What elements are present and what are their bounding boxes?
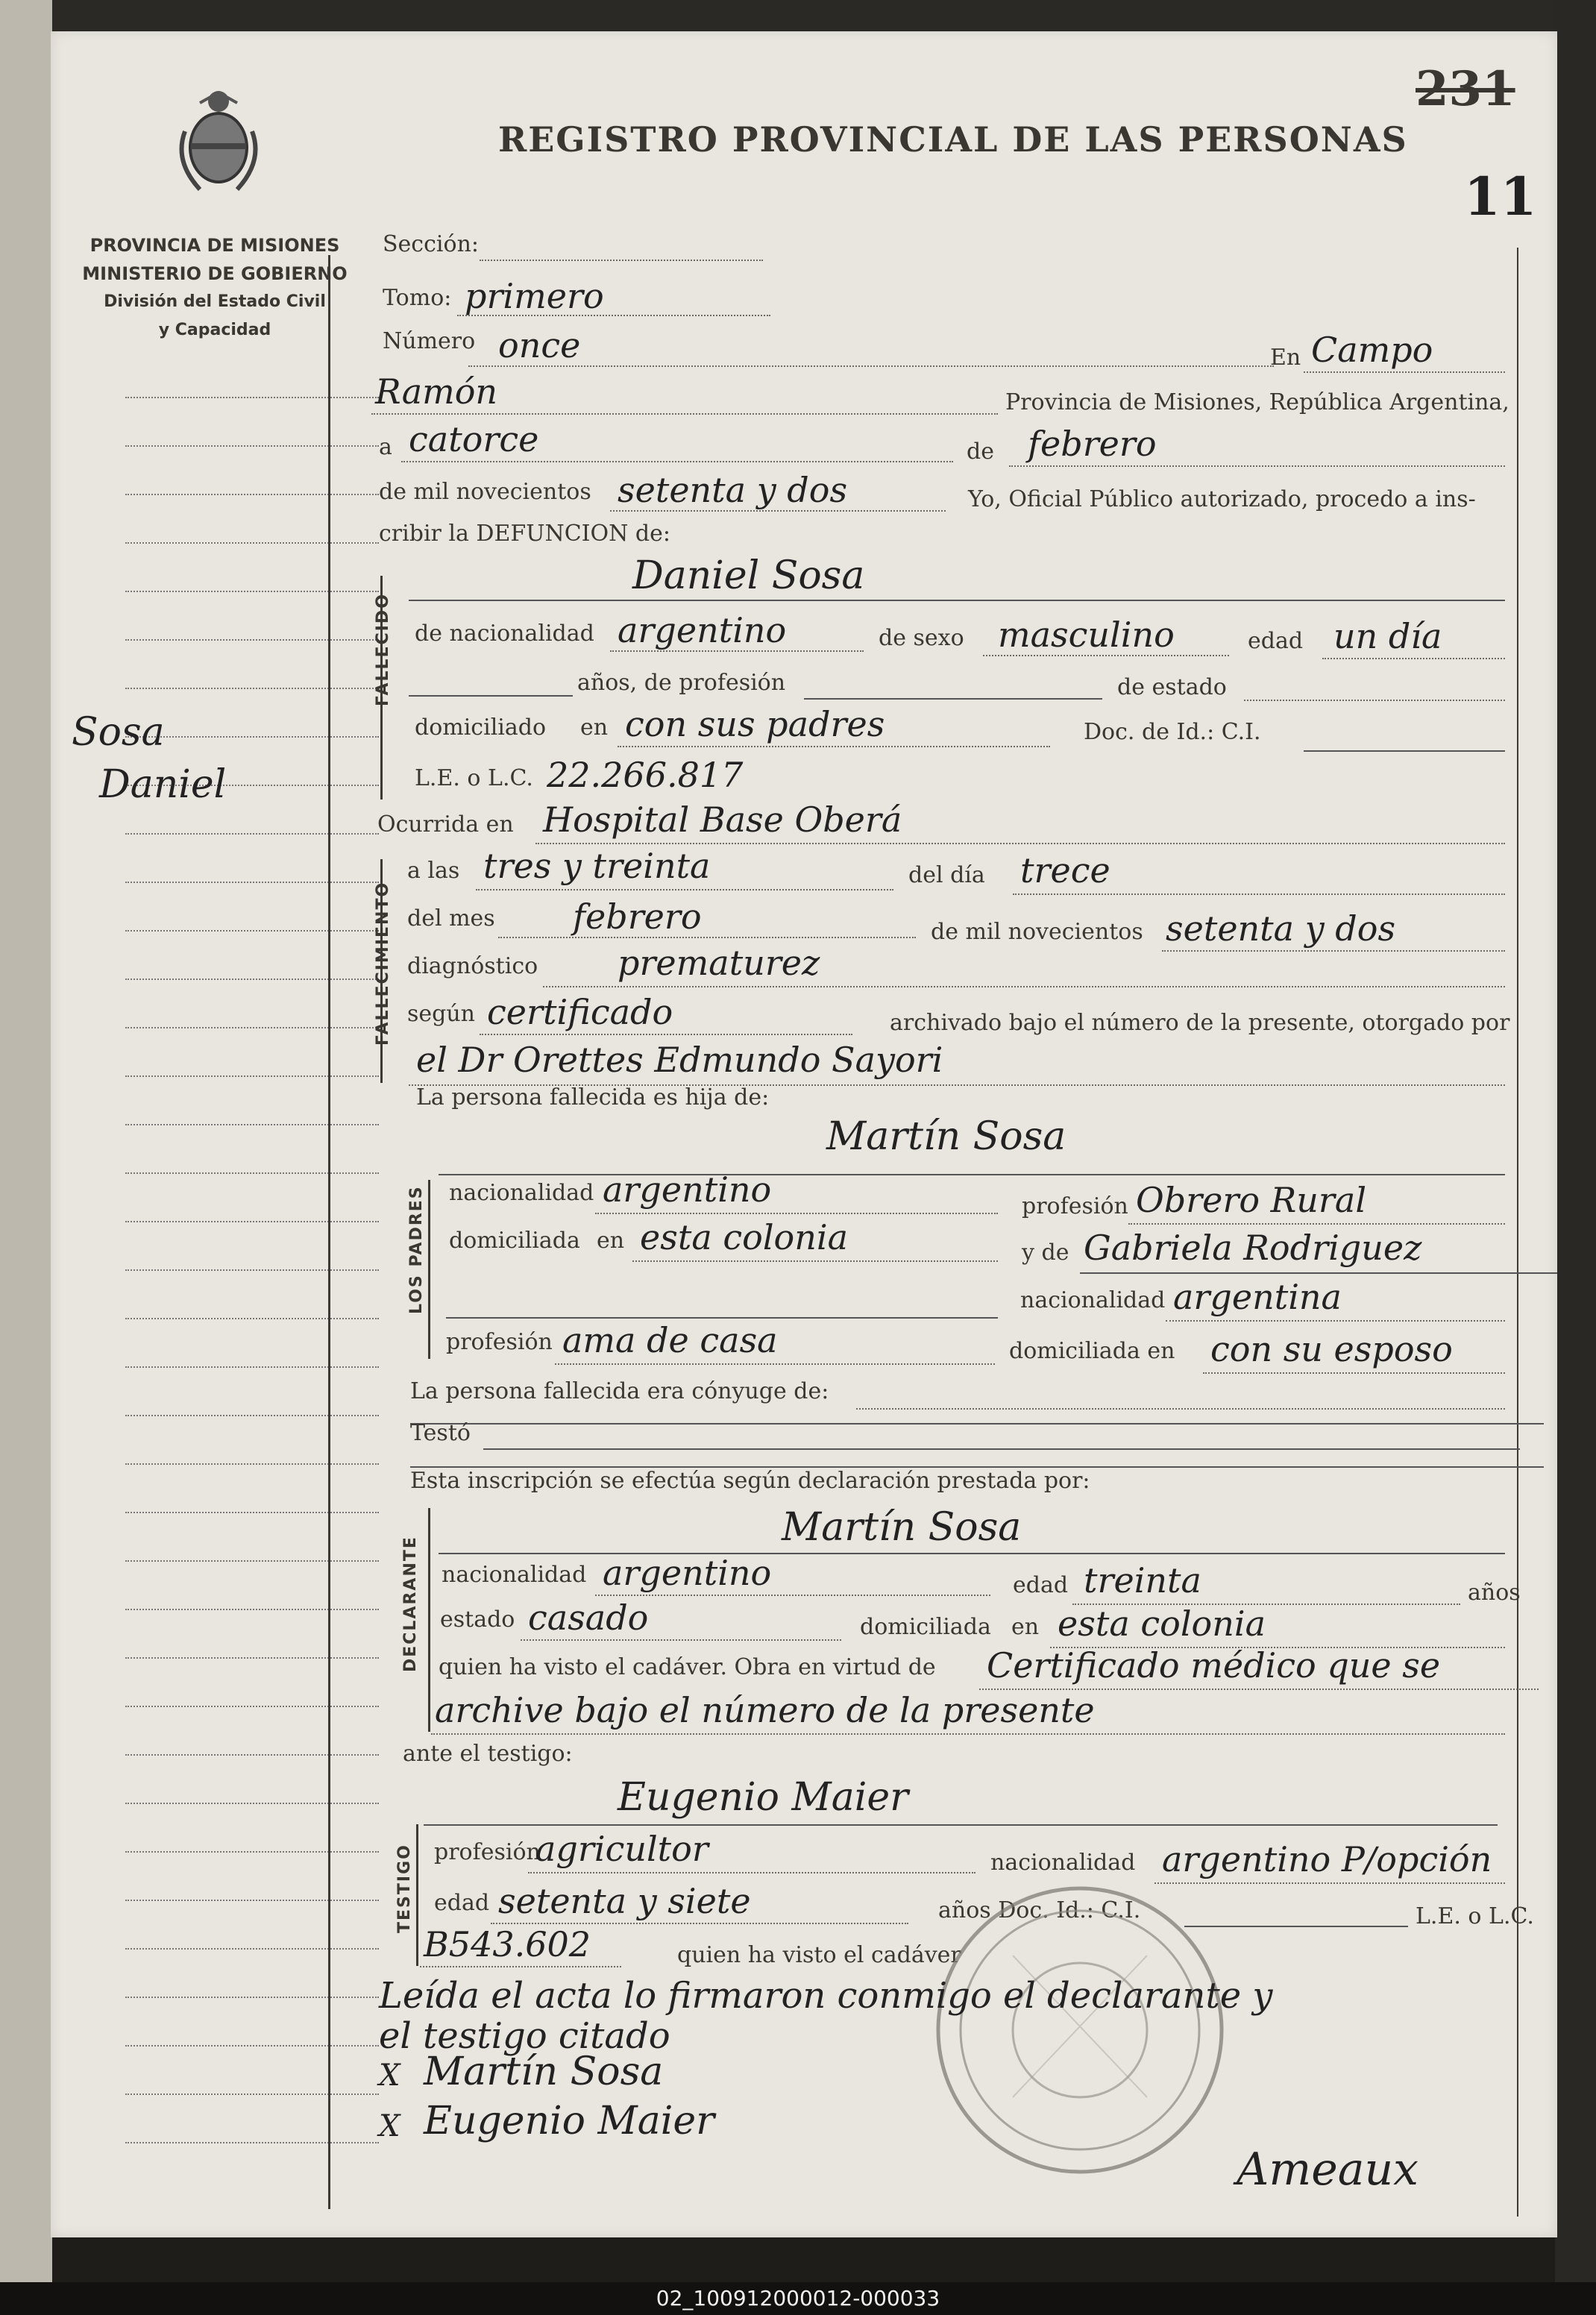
declarante-dom-value: esta colonia xyxy=(1058,1603,1266,1644)
conyuge-label: La persona fallecida era cónyuge de: xyxy=(410,1378,829,1404)
seccion-line xyxy=(480,260,763,261)
declarante-name-line xyxy=(439,1553,1505,1554)
padres-bracket xyxy=(428,1180,430,1359)
margin-note-surname: Sosa xyxy=(72,710,165,755)
tomo-value: primero xyxy=(465,276,604,316)
testigo-prof-line xyxy=(528,1872,975,1873)
diagnostico-value: prematurez xyxy=(618,943,820,983)
register-page xyxy=(51,31,1557,2237)
coat-of-arms-icon xyxy=(170,87,267,198)
testigo-le-label: L.E. o L.C. xyxy=(1416,1903,1534,1929)
declarante-signature: Martín Sosa xyxy=(424,2049,664,2094)
estado-line xyxy=(1244,700,1505,701)
anio-label: de mil novecientos xyxy=(931,919,1143,945)
testigo-visto-text: quien ha visto el cadáver xyxy=(677,1942,961,1968)
x-mark-1: X xyxy=(379,2058,400,2093)
nacionalidad-value: argentino xyxy=(618,610,787,650)
testigo-name-line xyxy=(424,1824,1498,1826)
padre-nac-value: argentino xyxy=(603,1169,772,1210)
padre-name: Martín Sosa xyxy=(826,1114,1066,1159)
declarante-section-label: DECLARANTE xyxy=(401,1536,420,1672)
inscribir-text: cribir la DEFUNCION de: xyxy=(379,521,670,547)
segun-line xyxy=(480,1034,852,1035)
declarante-bracket xyxy=(428,1508,430,1732)
doc-label: Doc. de Id.: C.I. xyxy=(1084,719,1261,745)
folio-struck: 231 xyxy=(1416,61,1515,117)
ocurrida-line xyxy=(535,843,1505,844)
place-line1: Campo xyxy=(1311,330,1433,370)
y-de-label: y de xyxy=(1022,1240,1069,1266)
place-line1-rule xyxy=(1304,371,1505,373)
declarante-edad-label: edad xyxy=(1013,1572,1069,1598)
madre-prof-label: profesión xyxy=(446,1329,553,1355)
segun-value: certificado xyxy=(487,992,673,1032)
conyuge-line xyxy=(856,1408,1505,1410)
official-signature: Ameaux xyxy=(1237,2143,1419,2196)
declarante-dom-label: domiciliada xyxy=(860,1614,991,1640)
mes-line xyxy=(498,937,916,938)
testigo-nac-label: nacionalidad xyxy=(990,1850,1136,1876)
institution-line: y Capacidad xyxy=(158,321,271,339)
official-stamp-icon xyxy=(923,1873,1237,2187)
testigo-le-value: B543.602 xyxy=(424,1924,591,1964)
hora-label: a las xyxy=(407,858,460,884)
ocurrida-label: Ocurrida en xyxy=(377,811,514,838)
madre-dom-label: domiciliada en xyxy=(1009,1338,1175,1364)
madre-name-line xyxy=(1080,1272,1557,1274)
padre-dom-value: esta colonia xyxy=(640,1217,848,1257)
testigo-signature: Eugenio Maier xyxy=(424,2099,714,2143)
fallecimiento-section-label: FALLECIMIENTO xyxy=(374,881,392,1046)
dia-value: trece xyxy=(1020,850,1110,890)
fallecido-name: Daniel Sosa xyxy=(632,553,865,598)
testigo-prof-label: profesión xyxy=(434,1839,541,1865)
numero-line xyxy=(468,365,1274,367)
declarante-edad-value: treinta xyxy=(1084,1560,1201,1601)
declarante-nac-value: argentino xyxy=(603,1553,772,1593)
padre-nac-label: nacionalidad xyxy=(449,1180,594,1206)
register-title: REGISTRO PROVINCIAL DE LAS PERSONAS xyxy=(498,119,1408,160)
year-label: de mil novecientos xyxy=(379,479,591,505)
padres-intro: La persona fallecida es hija de: xyxy=(416,1084,770,1111)
testigo-section-label: TESTIGO xyxy=(395,1844,414,1933)
madre-prof-value: ama de casa xyxy=(562,1320,778,1360)
declarante-nac-line xyxy=(595,1595,990,1596)
testo-label: Testó xyxy=(410,1420,471,1446)
sexo-value: masculino xyxy=(998,615,1175,655)
padre-name-line xyxy=(439,1174,1505,1175)
declarante-nac-label: nacionalidad xyxy=(442,1562,587,1588)
month-line xyxy=(1009,465,1505,467)
institution-block xyxy=(66,231,364,345)
anos-line xyxy=(409,695,573,697)
madre-nac-label: nacionalidad xyxy=(1020,1287,1166,1313)
dia-line xyxy=(1013,893,1505,895)
padres-blank-line xyxy=(446,1317,998,1319)
padre-dom-en: en xyxy=(597,1228,625,1254)
declarante-estado-line xyxy=(521,1639,841,1641)
declarante-estado-value: casado xyxy=(528,1598,649,1638)
padres-section-label: LOS PADRES xyxy=(407,1185,426,1314)
tomo-label: Tomo: xyxy=(383,285,452,311)
padre-prof-value: Obrero Rural xyxy=(1136,1180,1367,1220)
testigo-prof-value: agricultor xyxy=(535,1829,709,1869)
declarante-anos-label: años xyxy=(1468,1580,1521,1606)
numero-label: Número xyxy=(383,328,476,354)
domicilio-value: con sus padres xyxy=(625,704,885,744)
closing-line-1: Leída el acta lo firmaron conmigo el declarante y xyxy=(379,1975,1273,2017)
declarante-visto-text: quien ha visto el cadáver. Obra en virtud de xyxy=(439,1654,936,1680)
testigo-bracket xyxy=(416,1824,418,1966)
padre-nac-line xyxy=(595,1213,998,1214)
archivado-text: archivado bajo el número de la presente, otorgado por xyxy=(890,1010,1510,1036)
official-text: Yo, Oficial Público autorizado, procedo a ins- xyxy=(968,486,1476,512)
nacionalidad-line xyxy=(610,650,864,652)
year-value: setenta y dos xyxy=(618,470,848,510)
declarante-dom-en: en xyxy=(1011,1614,1040,1640)
mes-value: febrero xyxy=(573,896,702,937)
day-line xyxy=(401,461,953,462)
diagnostico-line xyxy=(543,986,1505,987)
declarante-estado-label: estado xyxy=(440,1606,515,1633)
year-line xyxy=(610,510,946,512)
le-label: L.E. o L.C. xyxy=(415,765,533,791)
domicilio-line xyxy=(618,746,1050,747)
declarante-archive-value: archive bajo el número de la presente xyxy=(435,1690,1095,1730)
fallecido-section-label: FALLECIDO xyxy=(374,593,392,706)
testigo-doc-label: años Doc. Id.: C.I. xyxy=(938,1897,1141,1923)
declarante-obra-value: Certificado médico que se xyxy=(987,1645,1441,1686)
profesion-line xyxy=(804,698,1102,700)
testigo-edad-label: edad xyxy=(434,1890,490,1916)
domicilio-label: domiciliado xyxy=(415,714,547,741)
closing-line-2: el testigo citado xyxy=(379,2015,670,2057)
mes-label: del mes xyxy=(407,905,495,932)
madre-prof-line xyxy=(555,1363,995,1365)
place-line2: Ramón xyxy=(375,371,498,412)
edad-value: un día xyxy=(1333,616,1442,656)
padre-dom-line xyxy=(632,1260,998,1262)
sexo-line xyxy=(983,655,1229,656)
declarante-archive-line xyxy=(431,1733,1505,1735)
segun-label: según xyxy=(407,1001,475,1027)
madre-nac-value: argentina xyxy=(1173,1277,1342,1317)
margin-divider xyxy=(328,255,330,2209)
testo-line xyxy=(483,1448,1520,1450)
edad-line xyxy=(1322,658,1505,659)
diagnostico-label: diagnóstico xyxy=(407,953,538,979)
sexo-label: de sexo xyxy=(879,625,964,651)
estado-label: de estado xyxy=(1117,674,1227,700)
place-line2-rule xyxy=(371,413,998,415)
padre-dom-label: domiciliada xyxy=(449,1228,580,1254)
nacionalidad-label: de nacionalidad xyxy=(415,621,594,647)
testigo-name: Eugenio Maier xyxy=(618,1775,908,1820)
testigo-edad-value: setenta y siete xyxy=(498,1881,751,1921)
declarante-name: Martín Sosa xyxy=(782,1505,1022,1550)
madre-name: Gabriela Rodriguez xyxy=(1084,1228,1422,1268)
seccion-label: Sección: xyxy=(383,231,479,257)
hora-value: tres y treinta xyxy=(483,846,711,886)
dia-label: del día xyxy=(908,862,985,888)
margin-note-name: Daniel xyxy=(99,762,227,807)
page-number: 11 xyxy=(1464,166,1537,227)
a-label: a xyxy=(379,434,392,460)
hora-line xyxy=(476,889,893,890)
institution-line: PROVINCIA DE MISIONES xyxy=(89,235,340,256)
tomo-line xyxy=(457,315,770,316)
en-label: En xyxy=(1270,345,1301,371)
le-value: 22.266.817 xyxy=(547,755,744,795)
doctor-value: el Dr Orettes Edmundo Sayori xyxy=(416,1040,943,1080)
de-label: de xyxy=(967,439,994,465)
anio-value: setenta y dos xyxy=(1166,908,1396,949)
madre-nac-line xyxy=(1166,1320,1505,1322)
institution-line: MINISTERIO DE GOBIERNO xyxy=(82,263,348,284)
day-value: catorce xyxy=(409,419,539,459)
edad-label: edad xyxy=(1248,628,1304,654)
madre-dom-value: con su esposo xyxy=(1210,1329,1453,1369)
fallecido-name-line xyxy=(409,600,1505,601)
book-spine xyxy=(0,0,52,2282)
conyuge-rule xyxy=(410,1423,1544,1425)
madre-dom-line xyxy=(1203,1372,1505,1374)
numero-value: once xyxy=(498,325,581,365)
domicilio-en: en xyxy=(580,714,609,741)
provincia-text: Provincia de Misiones, República Argentina, xyxy=(1005,389,1509,415)
book-right-edge xyxy=(1555,0,1596,2282)
anio-line xyxy=(1162,950,1505,952)
x-mark-2: X xyxy=(379,2109,400,2143)
doc-line xyxy=(1304,750,1505,752)
institution-line: División del Estado Civil xyxy=(104,292,326,311)
ocurrida-value: Hospital Base Oberá xyxy=(543,800,902,840)
testigo-nac-value: argentino P/opción xyxy=(1162,1839,1492,1879)
month-value: febrero xyxy=(1028,424,1157,464)
testigo-le-line xyxy=(420,1966,621,1967)
testigo-intro: ante el testigo: xyxy=(403,1741,573,1767)
declarante-intro: Esta inscripción se efectúa según declaración prestada por: xyxy=(410,1468,1090,1494)
padre-prof-label: profesión xyxy=(1022,1193,1128,1219)
padre-prof-line xyxy=(1128,1223,1505,1225)
image-code: 02_100912000012-000033 xyxy=(656,2286,940,2311)
anos-profesion-label: años, de profesión xyxy=(577,670,786,696)
